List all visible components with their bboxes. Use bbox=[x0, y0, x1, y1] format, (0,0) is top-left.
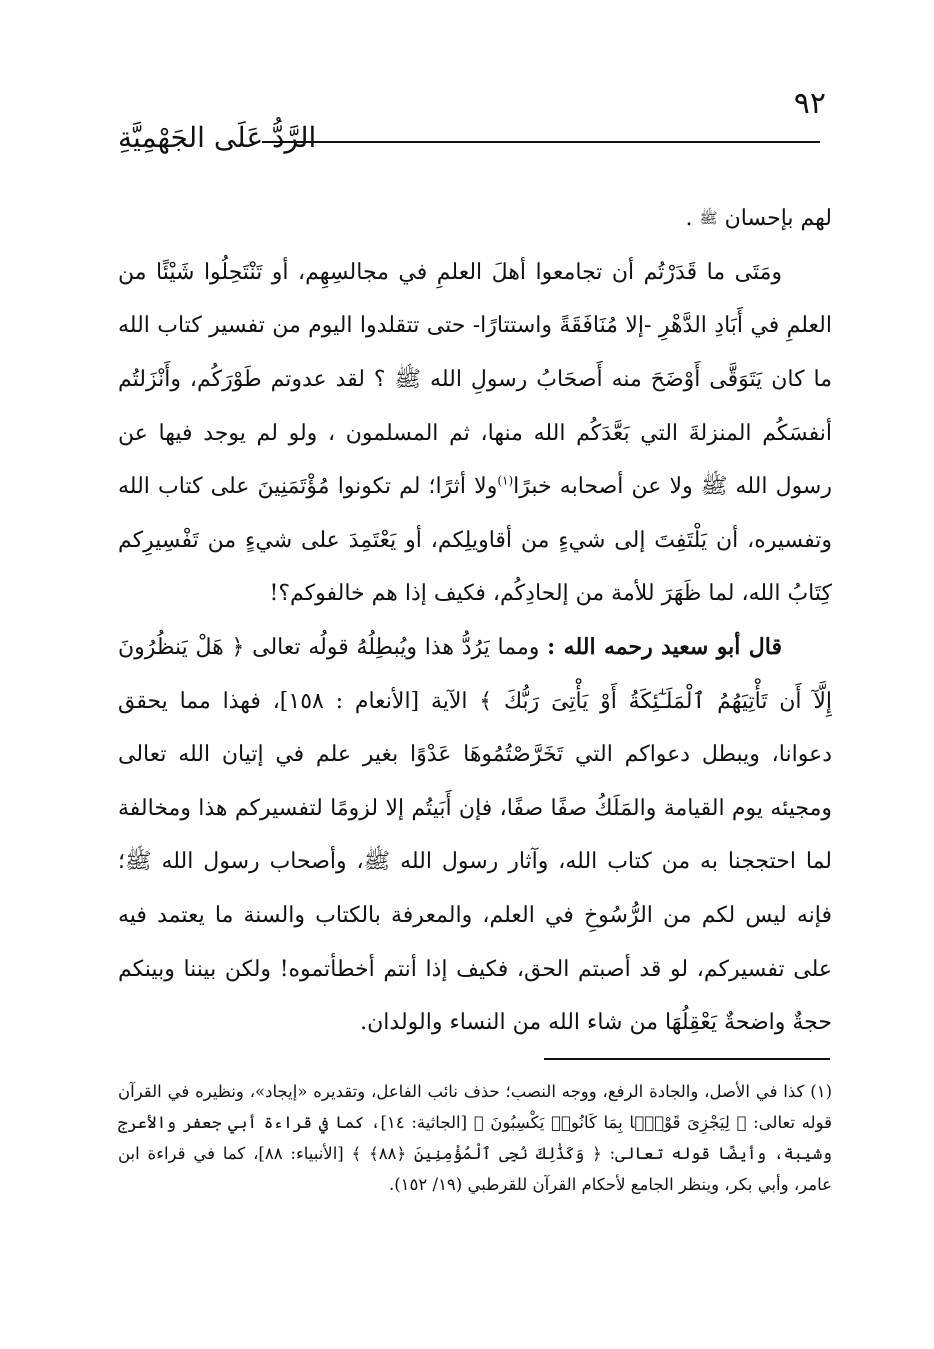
footnote-rule bbox=[544, 1058, 830, 1060]
paragraph-2 bbox=[118, 621, 832, 1050]
main-body bbox=[118, 192, 832, 1050]
footnote-1: (١) كذا في الأصل، والجادة الرفع، ووجه النصب؛ حذف نائب الفاعل، وتقديره «إيجاد»، ونظيره في القرآن قوله تعالى: ﴿ لِيَجْزِىَ قَوْمًۢا بِمَا كَانُوا۟ يَكْسِبُونَ ﴾ [الجاثية: ١٤]، كما في قراءة أبي جعفر والأعرج وشيبة، وأيضًا قوله تعالى: ﴿ وَكَذَٰلِكَ نُجِى ٱلْمُؤْمِنِينَ ﴿٨٨﴾ ﴾ [الأنبياء: ٨٨]، كما في قراءة ابن عامر، وأبي بكر، وينظر الجامع لأحكام القرآن للقرطبي (١٩/ ١٥٢). bbox=[118, 1082, 832, 1194]
opening-line: لهم بإحسان ﷺ . bbox=[685, 206, 832, 231]
honorific-glyph: ﷺ bbox=[699, 209, 718, 228]
footnote-reference[interactable]: (١) bbox=[497, 473, 514, 488]
opening-text: لهم بإحسان bbox=[724, 206, 832, 231]
paragraph-1-continuation: ولا أثرًا؛ لم تكونوا مُؤْتَمَنِينَ على كتاب الله وتفسيره، أن يَلْتَفِتَ إلى شيءٍ من أقاويلِكم، أو يَعْتَمِدَ على شيءٍ من تَفْسِيرِكم كِتَابُ الله، لما ظَهَرَ للأمة من إلحادِكُم، فكيف إذا هم خالفوكم؟! bbox=[118, 474, 832, 607]
running-title: الرَّدُّ عَلَى الجَهْمِيَّةِ bbox=[118, 121, 317, 154]
page-number: ٩٢ bbox=[793, 86, 826, 121]
paragraph-2-text: ومما يَرُدُّ هذا ويُبطِلُهُ قولُه تعالى ﴿ هَلْ يَنظُرُونَ إِلَّآ أَن تَأْتِيَهُمُ ٱلْمَلَـٰٓئِكَةُ أَوْ يَأْتِىَ رَبُّكَ ﴾ الآية [الأنعام : ١٥٨]، فهذا مما يحقق دعوانا، ويبطل دعواكم التي تَخَرَّصْتُمُوهَا عَدْوًا بغير علم في إتيان الله تعالى ومجيئه يوم القيامة والمَلَكُ صفًا صفًا، فإن أَبَيتُم إلا لزومًا لتفسيركم هذا ومخالفة لما احتججنا به من كتاب الله، وآثار رسول الله ﷺ، وأصحاب رسول الله ﷺ؛ فإنه ليس لكم من الرُّسُوخِ في العلم، والمعرفة بالكتاب والسنة ما يعتمد فيه على تفسيركم، لو قد أصبتم الحق، فكيف إذا أنتم أخطأتموه! ولكن بيننا وبينكم حجةٌ واضحةٌ يَعْقِلُهَا من شاء الله من النساء والولدان. bbox=[118, 634, 832, 1036]
header-rule bbox=[262, 141, 820, 143]
paragraph-1 bbox=[118, 246, 832, 621]
speaker-attribution: قال أبو سعيد رحمه الله : bbox=[547, 633, 782, 660]
footnotes bbox=[118, 1076, 832, 1200]
paragraph-1-text: ومَتَى ما قَدَرْتُم أن تجامعوا أهلَ العلمِ في مجالسِهِم، أو تَنْتَحِلُوا شَيْئًا من العلمِ في أَبَادِ الدَّهْرِ -إلا مُنَافَقَةً واستتارًا- حتى تتقلدوا اليوم من تفسير كتاب الله ما كان يَتَوَقَّى أَوْضَحَ منه أَصحَابُ رسولِ الله ﷺ ؟ لقد عدوتم طَوْرَكُم، وأَنْزَلتُم أنفسَكُم المنزلةَ التي بَعَّدَكُم الله منها، ثم المسلمون ، ولو لم يوجد فيها عن رسول الله ﷺ ولا عن أصحابه خبرًا bbox=[118, 259, 832, 500]
